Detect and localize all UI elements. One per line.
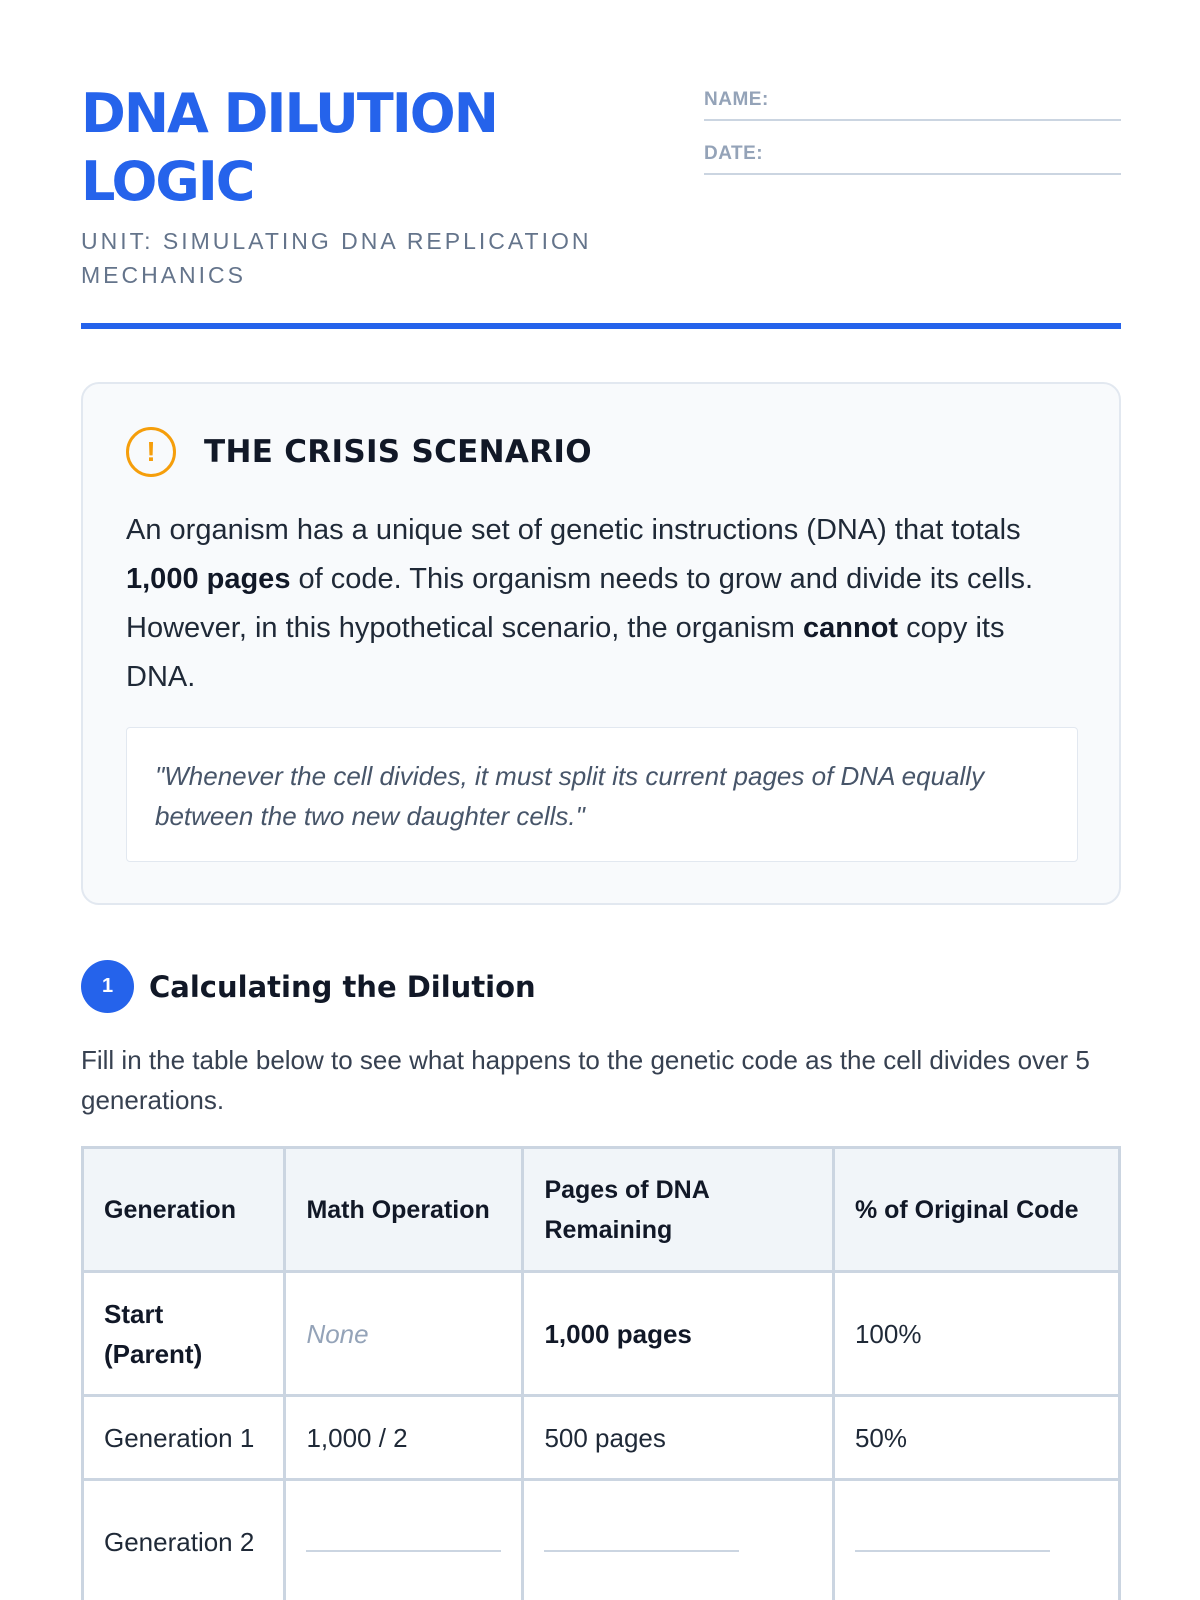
worksheet-header [81,0,1121,329]
alert-circle-icon: ! [126,427,176,477]
section-heading [81,960,536,1013]
scenario-text-part: of code. This organism needs to grow and divide its cells. However, in this hypothetical scenario, the organism [126,563,1034,644]
cell-pages: 500 pages [523,1396,834,1480]
step-number-badge: 1 [81,960,134,1013]
cell-operation: None [285,1272,523,1396]
title-block [81,80,641,292]
worksheet-page [81,0,1121,1557]
scenario-bold-cannot: cannot [803,612,899,644]
scenario-title: THE CRISIS SCENARIO [204,434,592,470]
dilution-table [81,1146,1121,1600]
page-title: DNA DILUTION LOGIC [81,82,497,213]
rule-quote-box [126,727,1078,862]
column-header-percent-original: % of Original Code [833,1148,1119,1272]
blank-line [855,1550,1050,1552]
column-header-pages-remaining: Pages of DNA Remaining [523,1148,834,1272]
scenario-heading [126,426,592,478]
table-header-row [83,1148,1120,1272]
answer-blank-operation[interactable] [285,1480,523,1600]
table-row [83,1480,1120,1600]
blank-line [544,1550,739,1552]
column-header-generation: Generation [83,1148,285,1272]
scenario-text-part: copy its DNA. [126,612,1005,693]
cell-pages: 1,000 pages [523,1272,834,1396]
rule-quote: "Whenever the cell divides, it must split its current pages of DNA equally between the two new daughter cells." [155,761,985,831]
blank-line [306,1550,501,1552]
cell-generation: Start (Parent) [83,1272,285,1396]
scenario-paragraph [126,506,1076,702]
cell-percent: 100% [833,1272,1119,1396]
student-fields [704,82,1121,190]
table-row [83,1396,1120,1480]
scenario-text-part: An organism has a unique set of genetic instructions (DNA) that totals [126,514,1021,546]
section-instructions: Fill in the table below to see what happens to the genetic code as the cell divides over 5 generations. [81,1045,1090,1115]
name-field[interactable] [704,82,1121,121]
date-field[interactable] [704,136,1121,175]
cell-operation: 1,000 / 2 [285,1396,523,1480]
table-row [83,1272,1120,1396]
section-title: Calculating the Dilution [149,969,536,1004]
cell-generation: Generation 1 [83,1396,285,1480]
crisis-scenario-card [81,382,1121,905]
answer-blank-percent[interactable] [833,1480,1119,1600]
cell-percent: 50% [833,1396,1119,1480]
scenario-bold-pages: 1,000 pages [126,563,291,595]
column-header-math-operation: Math Operation [285,1148,523,1272]
name-field-label: NAME: [704,89,769,110]
answer-blank-pages[interactable] [523,1480,834,1600]
unit-subtitle: UNIT: SIMULATING DNA REPLICATION MECHANICS [81,228,592,288]
date-field-label: DATE: [704,143,764,164]
cell-generation: Generation 2 [83,1480,285,1600]
